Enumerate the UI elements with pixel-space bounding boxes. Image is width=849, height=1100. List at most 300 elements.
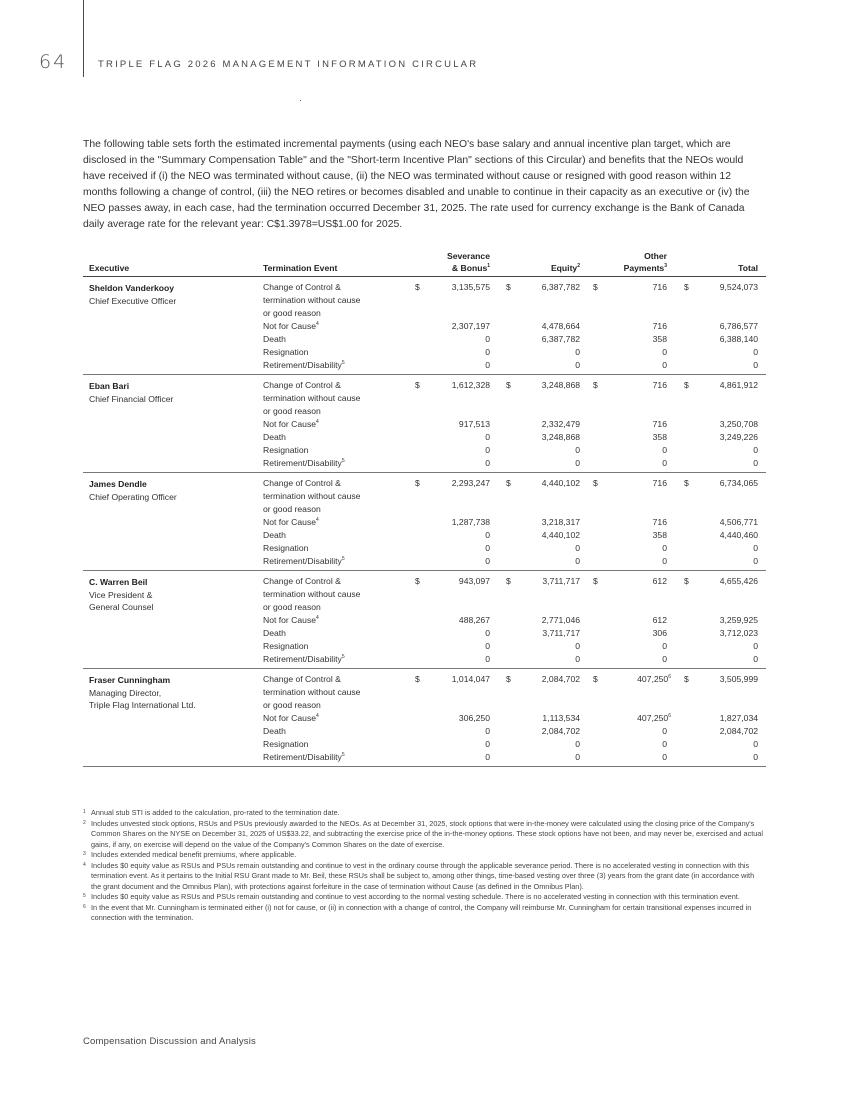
equity-value: 0 <box>575 445 580 455</box>
termination-event-text: Resignation <box>263 347 309 357</box>
currency-symbol: $ <box>684 674 689 684</box>
footnote-number: 4 <box>83 861 86 868</box>
table-row <box>83 431 766 444</box>
termination-event-line <box>263 575 388 588</box>
termination-event-line <box>263 751 388 764</box>
footnote <box>83 819 766 851</box>
equity-value: 0 <box>575 654 580 664</box>
termination-event-text: Resignation <box>263 641 309 651</box>
equity-value: 3,218,317 <box>541 517 580 527</box>
termination-event-cell <box>263 333 388 346</box>
total-value: 6,734,065 <box>719 478 758 488</box>
severance-value: 1,287,738 <box>451 517 490 527</box>
severance-value: 488,267 <box>458 615 490 625</box>
table-row <box>83 673 766 712</box>
footnote-ref: 4 <box>316 517 319 524</box>
other-payments-amount: 306 <box>652 628 667 638</box>
termination-event-text: Death <box>263 628 286 638</box>
termination-event-line <box>263 555 388 568</box>
total-value: 0 <box>753 445 758 455</box>
intro-paragraph: The following table sets forth the estimated incremental payments (using each NEO's base salary and annual incentive plan target, which are disclosed in the "Summary Compensation Table" and the "Short-term Incentive Plan" sections of this Circular) and benefits that the NEOs would have received if (i) the NEO was terminated without cause, (ii) the NEO was terminated without cause or resigned with good reason within 12 months following a change of control, (iii) the NEO retires or becomes disabled and unable to continue in their capacity as an executive or (iv) the NEO passes away, in each case, had the termination occurred December 31, 2025. The rate used for currency exchange is the Bank of Canada daily average rate for the relevant year: C$1.3978=US$1.00 for 2025. <box>83 139 750 230</box>
other-payments-value <box>653 281 667 294</box>
other-payments-amount: 716 <box>652 321 667 331</box>
equity-value: 0 <box>575 543 580 553</box>
termination-event-cell <box>263 542 388 555</box>
termination-event-line <box>263 418 388 431</box>
executive-group <box>83 571 766 669</box>
table-row <box>83 555 766 568</box>
termination-event-cell <box>263 614 388 627</box>
termination-event-text: or good reason <box>263 700 321 710</box>
termination-event-cell <box>263 673 388 712</box>
footnotes <box>83 808 766 924</box>
other-payments-value <box>653 516 667 529</box>
table-row <box>83 640 766 653</box>
table-row <box>83 614 766 627</box>
termination-event-cell <box>263 725 388 738</box>
equity-value: 3,711,717 <box>542 576 580 586</box>
termination-event-text: Change of Control & <box>263 576 341 586</box>
severance-value: 3,135,575 <box>451 282 490 292</box>
currency-symbol: $ <box>684 576 689 586</box>
termination-event-cell <box>263 379 388 418</box>
footnote-number: 6 <box>83 903 86 910</box>
table-row <box>83 751 766 764</box>
total-value: 6,786,577 <box>719 321 758 331</box>
executive-title: Managing Director, <box>89 687 162 698</box>
currency-symbol: $ <box>506 380 511 390</box>
equity-value: 3,248,868 <box>541 380 580 390</box>
table-row <box>83 738 766 751</box>
termination-event-cell <box>263 457 388 470</box>
footnote-text: Includes extended medical benefit premiums, where applicable. <box>91 850 297 859</box>
severance-value: 0 <box>485 752 490 762</box>
other-payments-amount: 407,250 <box>637 713 669 723</box>
equity-value: 2,084,702 <box>541 726 580 736</box>
severance-value: 0 <box>485 556 490 566</box>
termination-event-line <box>263 490 388 503</box>
termination-event-text: Not for Cause <box>263 615 317 625</box>
other-payments-value <box>662 457 667 470</box>
termination-event-line <box>263 281 388 294</box>
footnote-text: In the event that Mr. Cunningham is terminated either (i) not for cause, or (ii) in connection with a change of control, the Company will reimburse Mr. Cunningham for certain transitional expenses incurred in connection with the termination. <box>91 902 752 922</box>
currency-symbol: $ <box>684 380 689 390</box>
equity-value: 3,711,717 <box>542 628 580 638</box>
footnote-ref: 4 <box>316 419 319 426</box>
termination-event-text: Death <box>263 334 286 344</box>
total-value: 0 <box>753 458 758 468</box>
severance-value: 1,014,047 <box>451 674 490 684</box>
termination-event-text: Not for Cause <box>263 517 317 527</box>
table-row <box>83 320 766 333</box>
equity-value: 6,387,782 <box>541 282 580 292</box>
footnote-ref: 5 <box>341 458 345 465</box>
table-row <box>83 542 766 555</box>
footnote-ref: 6 <box>668 674 671 681</box>
termination-event-cell <box>263 738 388 751</box>
executive-title: Chief Executive Officer <box>89 295 177 306</box>
currency-symbol: $ <box>506 576 511 586</box>
termination-event-line <box>263 379 388 392</box>
equity-value: 2,771,046 <box>541 615 580 625</box>
termination-event-line <box>263 444 388 457</box>
footnote-number: 1 <box>83 809 86 815</box>
stray-dot <box>300 100 301 101</box>
other-payments-amount: 716 <box>652 282 667 292</box>
header-equity: Equity$^2$ <box>550 263 580 273</box>
executive-title: Triple Flag International Ltd. <box>89 700 196 710</box>
severance-value: 943,097 <box>458 576 490 586</box>
table-row <box>83 477 766 516</box>
other-payments-amount: 0 <box>662 654 667 664</box>
currency-symbol: $ <box>593 576 598 586</box>
table-row <box>83 359 766 372</box>
total-value: 0 <box>753 360 758 370</box>
other-payments-value <box>653 614 667 627</box>
other-payments-amount: 716 <box>652 517 667 527</box>
termination-event-cell <box>263 359 388 372</box>
executive-title: Chief Operating Officer <box>89 491 177 502</box>
table-row <box>83 346 766 359</box>
equity-value: 2,084,702 <box>541 674 580 684</box>
severance-value: 1,612,328 <box>451 380 490 390</box>
severance-value: 0 <box>485 654 490 664</box>
termination-event-text: termination without cause <box>263 295 361 305</box>
severance-value: 2,293,247 <box>451 478 490 488</box>
termination-event-cell <box>263 640 388 653</box>
page-footer-section-title: Compensation Discussion and Analysis <box>83 1036 257 1047</box>
footnote <box>83 903 766 924</box>
other-payments-value <box>662 359 667 372</box>
currency-symbol: $ <box>684 282 689 292</box>
termination-event-text: Retirement/Disability <box>263 556 342 566</box>
table-row <box>83 379 766 418</box>
footnote-text: Includes $0 equity value as RSUs and PSUs remain outstanding and continue to vest in the ordinary course through the applicable severance period. There is no accelerated vesting in connection with this termination event. As it pertains to the Initial RSU Grant made to Mr. Beil, these RSUs shall be subject to, among other things, time-based vesting over three (3) years from the grant date (in accordance with the grant document and the Omnibus Plan), with protections against forfeiture in the case of termination without Cause (as defined in the Omnibus Plan). <box>91 860 755 891</box>
other-payments-amount: 0 <box>662 445 667 455</box>
currency-symbol: $ <box>593 380 598 390</box>
equity-value: 4,478,664 <box>541 321 580 331</box>
table-row <box>83 281 766 320</box>
footnote <box>83 850 766 861</box>
equity-value: 0 <box>575 641 580 651</box>
footnote-text: Annual stub STI is added to the calculation, pro-rated to the termination date. <box>91 808 340 817</box>
footnote-ref: 5 <box>341 360 345 367</box>
equity-value: 3,248,868 <box>541 432 580 442</box>
equity-value: 0 <box>575 739 580 749</box>
footnote-ref: 5 <box>341 752 345 759</box>
currency-symbol: $ <box>415 674 420 684</box>
termination-event-line <box>263 712 388 725</box>
executive-name: Fraser Cunningham <box>89 675 171 685</box>
termination-event-line <box>263 614 388 627</box>
termination-event-text: termination without cause <box>263 687 361 697</box>
severance-value: 0 <box>485 432 490 442</box>
termination-event-text: Death <box>263 432 286 442</box>
executive-name: C. Warren Beil <box>89 577 148 587</box>
termination-event-text: Retirement/Disability <box>263 654 342 664</box>
table-body <box>83 277 766 767</box>
termination-event-line <box>263 725 388 738</box>
termination-event-text: Retirement/Disability <box>263 360 342 370</box>
termination-event-cell <box>263 346 388 359</box>
severance-value: 0 <box>485 739 490 749</box>
termination-event-cell <box>263 444 388 457</box>
equity-value: 0 <box>575 458 580 468</box>
termination-event-text: Change of Control & <box>263 478 341 488</box>
other-payments-value <box>653 320 667 333</box>
header-executive: Executive <box>89 263 130 273</box>
total-value: 0 <box>753 654 758 664</box>
equity-value: 2,332,479 <box>541 419 580 429</box>
total-value: 4,506,771 <box>719 517 758 527</box>
footnote-ref: 5 <box>341 556 345 563</box>
termination-event-text: Not for Cause <box>263 419 317 429</box>
total-value: 0 <box>753 752 758 762</box>
table-row <box>83 653 766 666</box>
severance-value: 917,513 <box>458 419 490 429</box>
executive-group <box>83 375 766 473</box>
total-value: 0 <box>753 641 758 651</box>
total-value: 4,440,460 <box>719 530 758 540</box>
other-payments-amount: 0 <box>662 360 667 370</box>
termination-event-line <box>263 627 388 640</box>
other-payments-amount: 0 <box>662 739 667 749</box>
termination-event-cell <box>263 529 388 542</box>
severance-value: 0 <box>485 360 490 370</box>
table-row <box>83 712 766 725</box>
other-payments-amount: 0 <box>662 641 667 651</box>
termination-event-line <box>263 457 388 470</box>
other-payments-amount: 716 <box>652 419 667 429</box>
header-termination-event: Termination Event <box>263 263 338 273</box>
equity-value: 0 <box>575 556 580 566</box>
other-payments-value <box>653 627 667 640</box>
termination-event-line <box>263 673 388 686</box>
footnote <box>83 808 766 819</box>
executive-group <box>83 669 766 767</box>
total-value: 4,655,426 <box>719 576 758 586</box>
termination-event-cell <box>263 575 388 614</box>
termination-event-line <box>263 516 388 529</box>
total-value: 3,712,023 <box>719 628 758 638</box>
termination-event-text: or good reason <box>263 406 321 416</box>
total-value: 0 <box>753 543 758 553</box>
currency-symbol: $ <box>415 576 420 586</box>
table-row <box>83 725 766 738</box>
footnote-text: Includes $0 equity value as RSUs and PSUs remain outstanding and continue to vest according to the normal vesting schedule. There is no accelerated vesting in connection with this termination event. <box>91 892 740 901</box>
termination-event-line <box>263 294 388 307</box>
other-payments-value <box>653 418 667 431</box>
termination-event-line <box>263 359 388 372</box>
footnote-ref: 4 <box>316 713 319 720</box>
termination-event-line <box>263 477 388 490</box>
severance-value: 0 <box>485 347 490 357</box>
other-payments-amount: 407,250 <box>637 674 669 684</box>
other-payments-amount: 358 <box>652 432 667 442</box>
table-row <box>83 575 766 614</box>
termination-event-line <box>263 738 388 751</box>
termination-event-line <box>263 601 388 614</box>
termination-event-cell <box>263 751 388 764</box>
total-value: 9,524,073 <box>719 282 758 292</box>
severance-value: 0 <box>485 334 490 344</box>
termination-event-text: Not for Cause <box>263 321 317 331</box>
termination-event-line <box>263 542 388 555</box>
other-payments-amount: 0 <box>662 458 667 468</box>
footnote-number: 5 <box>83 893 86 899</box>
termination-event-cell <box>263 418 388 431</box>
table-row <box>83 444 766 457</box>
other-payments-value <box>662 725 667 738</box>
footnote <box>83 861 766 893</box>
currency-symbol: $ <box>593 282 598 292</box>
other-payments-value <box>653 575 667 588</box>
severance-value: 0 <box>485 726 490 736</box>
severance-value: 0 <box>485 445 490 455</box>
total-value: 3,249,226 <box>719 432 758 442</box>
header-accent-rule <box>83 0 84 77</box>
footnote-text: Includes unvested stock options, RSUs and PSUs previously awarded to the NEOs. As at December 31, 2025, stock options that were in-the-money were calculated using the closing price of the Company's Common Shares on the NYSE on December 31, 2025 of US$33.22, and subtracting the exercise price of the in-the-money options. These stock options have not been, and may never be, exercised and actual gains, if any, on exercise will depend on the value of the Company's Common Shares on the date of exercise. <box>91 818 763 849</box>
footnote-ref: 5 <box>341 654 345 661</box>
termination-event-line <box>263 653 388 666</box>
executive-title: Vice President & <box>89 589 153 600</box>
termination-event-line <box>263 307 388 320</box>
total-value: 2,084,702 <box>719 726 758 736</box>
other-payments-amount: 0 <box>662 752 667 762</box>
termination-event-text: Death <box>263 726 286 736</box>
other-payments-amount: 0 <box>662 543 667 553</box>
footnote-number: 2 <box>83 819 86 826</box>
other-payments-amount: 716 <box>652 380 667 390</box>
total-value: 6,388,140 <box>719 334 758 344</box>
other-payments-value <box>662 555 667 568</box>
executive-group <box>83 473 766 571</box>
termination-event-text: termination without cause <box>263 491 361 501</box>
other-payments-value <box>662 738 667 751</box>
other-payments-value <box>653 477 667 490</box>
header-total: Total <box>738 263 758 273</box>
table-row <box>83 418 766 431</box>
termination-event-line <box>263 588 388 601</box>
severance-value: 0 <box>485 543 490 553</box>
other-payments-value <box>662 640 667 653</box>
other-payments-value <box>653 333 667 346</box>
header-severance: Severance & Bonus$^1$ <box>446 251 490 273</box>
currency-symbol: $ <box>593 478 598 488</box>
severance-value: 2,307,197 <box>451 321 490 331</box>
termination-event-text: termination without cause <box>263 393 361 403</box>
currency-symbol: $ <box>593 674 598 684</box>
table-row <box>83 529 766 542</box>
termination-event-line <box>263 503 388 516</box>
executive-name: Eban Bari <box>89 381 130 391</box>
footnote-ref: 4 <box>316 321 319 328</box>
other-payments-amount: 358 <box>652 530 667 540</box>
termination-event-cell <box>263 712 388 725</box>
currency-symbol: $ <box>415 282 420 292</box>
running-header-title: TRIPLE FLAG 2026 MANAGEMENT INFORMATION CIRCULAR <box>98 59 479 70</box>
termination-event-text: Resignation <box>263 739 309 749</box>
termination-event-line <box>263 640 388 653</box>
termination-event-text: or good reason <box>263 308 321 318</box>
severance-value: 0 <box>485 458 490 468</box>
termination-event-text: Retirement/Disability <box>263 752 342 762</box>
termination-event-cell <box>263 320 388 333</box>
termination-event-line <box>263 392 388 405</box>
footnote-ref: 6 <box>668 713 671 720</box>
other-payments-value <box>662 751 667 764</box>
total-value: 1,827,034 <box>719 713 758 723</box>
total-value: 3,250,708 <box>719 419 758 429</box>
equity-value: 4,440,102 <box>541 530 580 540</box>
termination-event-line <box>263 431 388 444</box>
total-value: 3,259,925 <box>719 615 758 625</box>
termination-event-text: Change of Control & <box>263 282 341 292</box>
termination-payments-table <box>83 248 766 767</box>
table-row <box>83 457 766 470</box>
other-payments-value <box>637 673 671 686</box>
currency-symbol: $ <box>684 478 689 488</box>
executive-group <box>83 277 766 375</box>
executive-name: James Dendle <box>89 479 147 489</box>
table-header-row <box>83 248 766 277</box>
footnote <box>83 892 766 903</box>
severance-value: 306,250 <box>458 713 490 723</box>
termination-event-cell <box>263 281 388 320</box>
other-payments-value <box>662 653 667 666</box>
footnote-number: 3 <box>83 851 86 857</box>
equity-value: 0 <box>575 752 580 762</box>
page-number: 64 <box>39 51 68 73</box>
other-payments-value <box>662 542 667 555</box>
other-payments-amount: 0 <box>662 347 667 357</box>
total-value: 4,861,912 <box>719 380 758 390</box>
termination-event-text: or good reason <box>263 504 321 514</box>
currency-symbol: $ <box>506 282 511 292</box>
other-payments-amount: 358 <box>652 334 667 344</box>
currency-symbol: $ <box>506 478 511 488</box>
total-value: 3,505,999 <box>719 674 758 684</box>
termination-event-cell <box>263 477 388 516</box>
termination-event-text: Resignation <box>263 543 309 553</box>
other-payments-value <box>662 346 667 359</box>
other-payments-amount: 0 <box>662 556 667 566</box>
header-other-payments: Other Payments$^3$ <box>623 251 667 273</box>
termination-event-cell <box>263 516 388 529</box>
equity-value: 0 <box>575 360 580 370</box>
termination-event-text: termination without cause <box>263 589 361 599</box>
total-value: 0 <box>753 739 758 749</box>
termination-event-cell <box>263 627 388 640</box>
executive-name: Sheldon Vanderkooy <box>89 283 175 293</box>
termination-event-cell <box>263 431 388 444</box>
equity-value: 0 <box>575 347 580 357</box>
other-payments-amount: 0 <box>662 726 667 736</box>
other-payments-value <box>653 431 667 444</box>
currency-symbol: $ <box>506 674 511 684</box>
equity-value: 6,387,782 <box>541 334 580 344</box>
termination-event-text: Change of Control & <box>263 380 341 390</box>
other-payments-amount: 716 <box>652 478 667 488</box>
termination-event-text: Death <box>263 530 286 540</box>
other-payments-value <box>653 529 667 542</box>
termination-event-line <box>263 686 388 699</box>
severance-value: 0 <box>485 641 490 651</box>
severance-value: 0 <box>485 530 490 540</box>
total-value: 0 <box>753 347 758 357</box>
termination-event-line <box>263 320 388 333</box>
table-row <box>83 333 766 346</box>
